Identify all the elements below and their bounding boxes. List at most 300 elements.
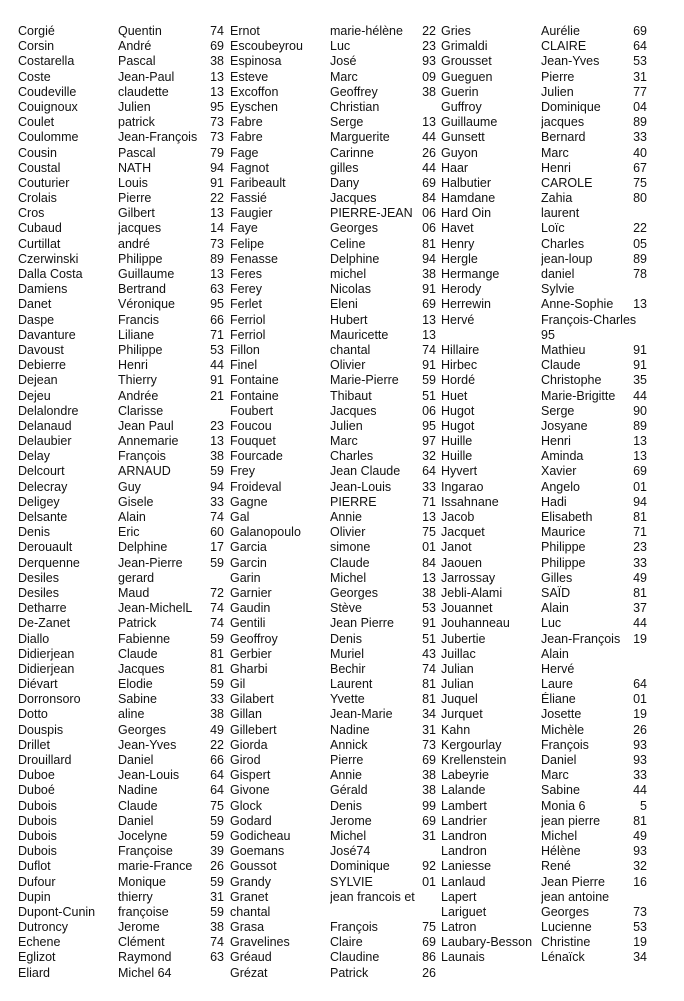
first-name: Philippe [541, 555, 586, 570]
last-name: Dotto [18, 707, 48, 722]
department-code: 37 [633, 601, 647, 616]
last-name: Delecray [18, 479, 68, 494]
last-name: Gharbi [230, 661, 268, 676]
last-name: Derquenne [18, 555, 80, 570]
list-item [18, 662, 226, 677]
first-name: Hubert [330, 312, 368, 327]
last-name: Damiens [18, 282, 68, 297]
last-name: Curtillat [18, 236, 61, 251]
list-item [230, 692, 438, 707]
list-item [18, 601, 226, 616]
last-name: Hermange [441, 267, 500, 281]
department-code: 01 [422, 540, 436, 555]
department-code: 13 [422, 510, 436, 524]
first-name: Marie-Pierre [330, 373, 399, 388]
list-item [230, 146, 438, 161]
list-item [230, 358, 438, 373]
list-item [441, 434, 671, 449]
department-code: 79 [210, 145, 224, 160]
last-name: Lanlaud [441, 874, 486, 889]
list-item [441, 464, 671, 479]
department-code: 73 [422, 737, 436, 752]
first-name: Denis [330, 798, 362, 813]
last-name: Douspis [18, 722, 64, 737]
first-name: Éliane [541, 692, 576, 707]
list-item [18, 783, 226, 798]
list-item [441, 935, 671, 950]
first-name: Luc [541, 616, 562, 631]
department-code: 84 [422, 555, 436, 570]
list-item [18, 510, 226, 525]
last-name: Lambert [441, 798, 487, 813]
department-code: 31 [422, 722, 436, 737]
list-item [18, 935, 226, 950]
department-code: 74 [210, 935, 224, 950]
last-name: Dufour [18, 874, 56, 889]
list-item [230, 464, 438, 479]
first-name: Muriel [330, 646, 365, 661]
last-name: Didierjean [18, 646, 75, 661]
department-code: 26 [633, 722, 647, 737]
last-name: Delaubier [18, 434, 72, 449]
list-item [230, 905, 438, 920]
first-name: Annemarie [118, 434, 179, 449]
last-name: Gil [230, 677, 246, 692]
department-code: 91 [210, 373, 224, 388]
list-item [441, 950, 671, 965]
list-item [230, 556, 438, 571]
first-name: Hélène [541, 844, 581, 859]
last-name: Krellenstein [441, 753, 507, 767]
department-code: 75 [422, 525, 436, 540]
department-code: 69 [422, 753, 436, 767]
first-name: Annick [330, 737, 368, 752]
last-name: Coudeville [18, 84, 77, 99]
last-name: Dubois [18, 844, 57, 859]
first-name: Michel 64 [118, 965, 172, 980]
department-code: 44 [633, 783, 647, 798]
first-name: Sylvie [541, 282, 575, 297]
last-name: Danet [18, 297, 52, 312]
list-item [18, 647, 226, 662]
first-name: Pascal [118, 145, 156, 160]
department-code: 13 [633, 434, 647, 449]
last-name: Latron [441, 920, 477, 935]
first-name: SAÏD [541, 585, 571, 600]
first-name: Jacques [330, 403, 377, 418]
first-name: Hadi [541, 494, 567, 509]
first-name: michel [330, 267, 367, 281]
first-name: Anne-Sophie [541, 297, 614, 312]
last-name: Jaouen [441, 555, 483, 570]
department-code: 44 [633, 388, 647, 403]
list-item [441, 146, 671, 161]
department-code: 71 [422, 494, 436, 509]
department-code: 59 [210, 631, 224, 646]
last-name: Coulomme [18, 130, 79, 145]
department-code: 19 [633, 935, 647, 950]
first-name: Laurent [330, 677, 373, 692]
last-name: Gunsett [441, 130, 485, 145]
first-name: Jean Pierre [541, 874, 605, 889]
list-item [230, 419, 438, 434]
last-name: Godard [230, 813, 272, 828]
department-code: 73 [210, 115, 224, 130]
department-code: 31 [633, 69, 647, 84]
list-item [441, 738, 671, 753]
department-code: 77 [633, 84, 647, 99]
first-name: gerard [118, 570, 155, 585]
first-name: Julien [118, 99, 151, 114]
first-name: Clément [118, 935, 165, 950]
list-item [230, 799, 438, 814]
last-name: Halbutier [441, 175, 492, 190]
last-name: Excoffon [230, 84, 279, 99]
list-item [230, 707, 438, 722]
department-code: 74 [210, 24, 224, 38]
department-code: 91 [633, 358, 647, 373]
first-name: Raymond [118, 950, 172, 965]
list-item [18, 434, 226, 449]
list-item [230, 313, 438, 328]
list-item [18, 844, 226, 859]
first-name: Eleni [330, 297, 358, 312]
last-name: Drouillard [18, 753, 72, 767]
department-code: 69 [422, 935, 436, 950]
list-item [230, 328, 438, 343]
last-name: Couignoux [18, 99, 78, 114]
list-item [441, 783, 671, 798]
first-name: Jean Paul [118, 418, 174, 433]
first-name: Henri [541, 434, 571, 449]
first-name: François [118, 449, 166, 464]
list-item [441, 297, 671, 312]
first-name: François-Charles [541, 312, 636, 327]
last-name: Dorronsoro [18, 692, 81, 707]
department-code: 26 [422, 145, 436, 160]
last-name: Jacob [441, 510, 475, 524]
last-name: Hirbec [441, 358, 478, 373]
first-name: Elisabeth [541, 510, 593, 524]
last-name: Huille [441, 449, 473, 464]
list-item [441, 130, 671, 145]
first-name: Claude [330, 555, 370, 570]
last-name: Deligey [18, 494, 60, 509]
last-name: Czerwinski [18, 251, 79, 266]
list-item [441, 875, 671, 890]
first-name: Jerome [330, 813, 372, 828]
last-name: Labeyrie [441, 768, 489, 783]
list-item [230, 161, 438, 176]
department-code: 59 [210, 464, 224, 479]
department-code: 69 [422, 813, 436, 828]
department-code: 94 [633, 494, 647, 509]
last-name: Ingarao [441, 479, 484, 494]
list-item [230, 24, 438, 39]
first-name: Marie-Brigitte [541, 388, 616, 403]
list-item [441, 768, 671, 783]
last-name: Corgié [18, 24, 55, 38]
first-name: jean-loup [541, 251, 593, 266]
last-name: Huille [441, 434, 473, 449]
list-item [441, 890, 671, 905]
list-item [441, 495, 671, 510]
department-code: 60 [210, 525, 224, 540]
list-item [230, 586, 438, 601]
first-name: Georges [330, 585, 378, 600]
last-name: Foucou [230, 418, 272, 433]
department-code: 26 [422, 965, 436, 980]
first-name: françoise [118, 904, 169, 919]
department-code: 94 [210, 160, 224, 175]
department-code: 74 [210, 601, 224, 616]
first-name: Daniel [541, 753, 577, 767]
last-name: Fontaine [230, 373, 279, 388]
last-name: Duboe [18, 768, 55, 783]
list-item [18, 723, 226, 738]
department-code: 59 [210, 677, 224, 692]
list-item [441, 859, 671, 874]
first-name: Jean-MichelL [118, 601, 193, 616]
first-name: Jean-François [541, 631, 621, 646]
last-name: Didierjean [18, 661, 75, 676]
first-name: Aurélie [541, 24, 580, 38]
first-name: Claude [118, 798, 158, 813]
list-item [230, 920, 438, 935]
last-name: Hordé [441, 373, 476, 388]
first-name: Dominique [541, 99, 601, 114]
department-code: 95 [422, 418, 436, 433]
list-item [18, 146, 226, 161]
first-name: Lénaïck [541, 950, 585, 965]
last-name: Gispert [230, 768, 271, 783]
first-name: Mauricette [330, 327, 389, 342]
department-code: 38 [422, 267, 436, 281]
first-name: Lucienne [541, 920, 592, 935]
list-item [18, 449, 226, 464]
department-code: 13 [422, 312, 436, 327]
last-name: Delsante [18, 510, 68, 524]
list-item [441, 115, 671, 130]
first-name: Jean Pierre [330, 616, 394, 631]
last-name: Grézat [230, 965, 268, 980]
last-name: Hillaire [441, 342, 480, 357]
last-name: Juquel [441, 692, 478, 707]
list-item [230, 495, 438, 510]
last-name: Duboé [18, 783, 55, 798]
last-name: Fillon [230, 342, 260, 357]
first-name: Patrick [118, 616, 157, 631]
first-name: SYLVIE [330, 874, 373, 889]
first-name: jean pierre [541, 813, 601, 828]
department-code: 38 [422, 768, 436, 783]
first-name: Olivier [330, 525, 366, 540]
first-name: jacques [541, 115, 585, 130]
department-code: 69 [422, 297, 436, 312]
department-code: 91 [422, 358, 436, 373]
last-name: Feres [230, 267, 262, 281]
last-name: Fourcade [230, 449, 283, 464]
last-name: Garcin [230, 555, 267, 570]
list-item [18, 586, 226, 601]
first-name: Luc [330, 39, 351, 54]
first-name: Geoffrey [330, 84, 378, 99]
department-code: 22 [633, 221, 647, 236]
first-name: Stève [330, 601, 362, 616]
department-code: 74 [210, 510, 224, 524]
last-name: Grandy [230, 874, 271, 889]
department-code: 06 [422, 206, 436, 221]
first-name: Henri [541, 160, 571, 175]
last-name: Guerin [441, 84, 479, 99]
list-item [230, 738, 438, 753]
list-item [230, 935, 438, 950]
department-code: 93 [633, 737, 647, 752]
first-name: José [330, 54, 357, 69]
first-name: Jean-Louis [118, 768, 180, 783]
list-item [230, 373, 438, 388]
first-name: Thierry [118, 373, 157, 388]
first-name: René [541, 859, 571, 874]
last-name: Hergle [441, 251, 478, 266]
last-name: Debierre [18, 358, 66, 373]
department-code: 34 [633, 950, 647, 965]
department-code: 95 [210, 297, 224, 312]
first-name: Charles [541, 236, 585, 251]
list-item [18, 966, 226, 981]
department-code: 01 [633, 692, 647, 707]
first-name: gilles [330, 160, 359, 175]
department-code: 13 [422, 327, 436, 342]
last-name: Ferey [230, 282, 262, 297]
last-name: Desiles [18, 570, 59, 585]
last-name: Goemans [230, 844, 285, 859]
department-code: 63 [210, 282, 224, 297]
list-item [230, 389, 438, 404]
first-name: Elodie [118, 677, 153, 692]
list-item [441, 586, 671, 601]
last-name: Finel [230, 358, 258, 373]
list-item [18, 313, 226, 328]
first-name: Liliane [118, 327, 155, 342]
first-name: Michel [330, 828, 367, 843]
first-name: Gilbert [118, 206, 155, 221]
last-name: Garin [230, 570, 261, 585]
list-item [18, 768, 226, 783]
first-name: Zahia [541, 191, 573, 206]
first-name: Serge [330, 115, 364, 130]
department-code: 81 [633, 813, 647, 828]
department-code: 22 [422, 24, 436, 38]
list-item [18, 100, 226, 115]
last-name: Gerbier [230, 646, 272, 661]
department-code: 71 [210, 327, 224, 342]
first-name: Eric [118, 525, 140, 540]
last-name: Davanture [18, 327, 76, 342]
last-name: Delalondre [18, 403, 79, 418]
first-name: Josette [541, 707, 582, 722]
last-name: Escoubeyrou [230, 39, 303, 54]
list-item [230, 632, 438, 647]
department-code: 69 [633, 24, 647, 38]
first-name: Bechir [330, 661, 366, 676]
last-name: Eliard [18, 965, 50, 980]
list-item [230, 434, 438, 449]
last-name: Duflot [18, 859, 51, 874]
list-item [441, 799, 671, 814]
list-item [441, 419, 671, 434]
last-name: Dubois [18, 813, 57, 828]
list-item [18, 540, 226, 555]
first-name: Julien [541, 84, 574, 99]
department-code: 49 [633, 570, 647, 585]
last-name: Jarrossay [441, 570, 496, 585]
list-item [230, 829, 438, 844]
department-code: 72 [210, 585, 224, 600]
list-item [18, 206, 226, 221]
last-name: Dejeu [18, 388, 51, 403]
department-code: 59 [210, 828, 224, 843]
last-name: Faye [230, 221, 258, 236]
list-item [230, 950, 438, 965]
last-name: Givone [230, 783, 270, 798]
list-item [441, 677, 671, 692]
department-code: 53 [633, 920, 647, 935]
list-item [441, 632, 671, 647]
department-code: 19 [633, 707, 647, 722]
first-name: thierry [118, 889, 153, 904]
department-code: 01 [422, 874, 436, 889]
first-name: Jacques [118, 661, 165, 676]
list-item [441, 920, 671, 935]
department-code: 81 [422, 677, 436, 692]
name-column-3 [441, 24, 671, 966]
department-code: 53 [633, 54, 647, 69]
department-code: 69 [633, 464, 647, 479]
first-name: Christine [541, 935, 591, 950]
list-item [441, 328, 671, 343]
list-item [441, 616, 671, 631]
first-name: daniel [541, 267, 575, 281]
list-item [18, 905, 226, 920]
last-name: Jurquet [441, 707, 483, 722]
list-item [441, 540, 671, 555]
last-name: Garcia [230, 540, 267, 555]
department-code: 38 [422, 84, 436, 99]
last-name: Corsin [18, 39, 55, 54]
list-item [230, 525, 438, 540]
list-item [18, 191, 226, 206]
list-item [441, 571, 671, 586]
department-code: 32 [633, 859, 647, 874]
department-code: 13 [633, 297, 647, 312]
first-name: Pierre [541, 69, 575, 84]
department-code: 81 [422, 236, 436, 251]
last-name: chantal [230, 904, 271, 919]
list-item [18, 950, 226, 965]
list-item [441, 753, 671, 768]
last-name: Launais [441, 950, 485, 965]
last-name: Eglizot [18, 950, 56, 965]
last-name: Laniesse [441, 859, 492, 874]
list-item [230, 616, 438, 631]
first-name: François [541, 737, 589, 752]
department-code: 35 [633, 373, 647, 388]
first-name: Guillaume [118, 267, 175, 281]
last-name: Herody [441, 282, 482, 297]
list-item [230, 677, 438, 692]
last-name: Henry [441, 236, 475, 251]
